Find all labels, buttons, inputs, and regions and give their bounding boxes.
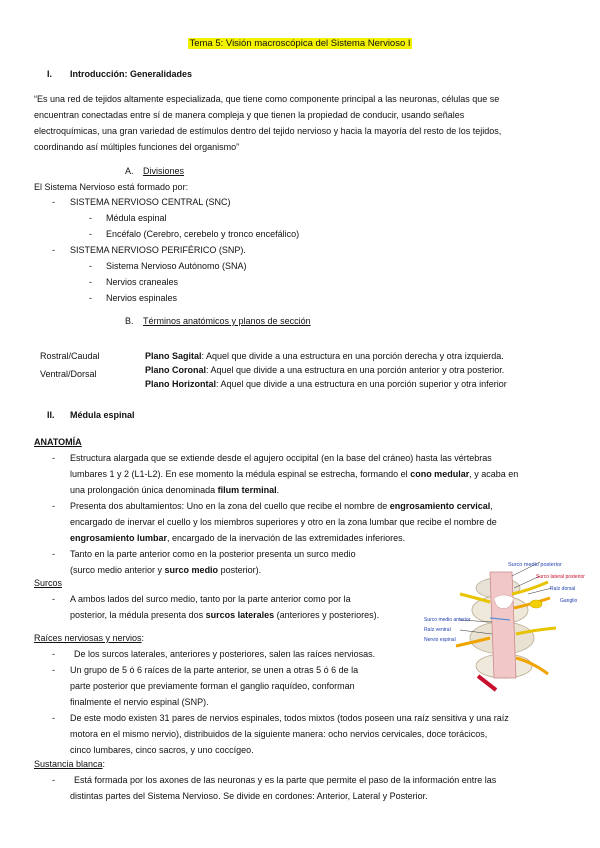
anatomia-heading: ANATOMÍA (34, 437, 82, 447)
figure-label: Surco lateral posterior (536, 574, 585, 580)
section-1-heading: Introducción: Generalidades (70, 69, 193, 79)
raices-b3-line1: De este modo existen 31 pares de nervios espinales, todos mixtos (todos poseen una raíz sensitiva y una raíz (70, 713, 509, 723)
anatomia-b2-line1: Presenta dos abultamientos: Uno en la zona del cuello que recibe el nombre de engrosamiento cervical, (70, 501, 493, 511)
dash-bullet: - (52, 245, 55, 255)
dash-bullet: - (52, 594, 55, 604)
snp-label: SISTEMA NERVIOSO PERIFÉRICO (SNP). (70, 245, 246, 255)
divisions-intro: El Sistema Nervioso está formado por: (34, 182, 189, 192)
anatomia-b3-line2: (surco medio anterior y surco medio posterior). (70, 565, 262, 575)
sustancia-line1: Está formada por los axones de las neuronas y es la parte que permite el paso de la información entre las (74, 775, 497, 785)
anatomia-b3-line1: Tanto en la parte anterior como en la posterior presenta un surco medio (70, 549, 356, 559)
plane-horizontal: Plano Horizontal: Aquel que divide a una estructura en una porción superior y otra inferior (145, 379, 507, 389)
sustancia-heading: Sustancia blanca: (34, 759, 106, 769)
dash-bullet: - (52, 453, 55, 463)
dash-bullet: - (89, 229, 92, 239)
dash-bullet: - (52, 713, 55, 723)
plane-sagital: Plano Sagital: Aquel que divide a una estructura en una porción derecha y otra izquierda. (145, 351, 504, 361)
dash-bullet: - (89, 277, 92, 287)
subsection-b-letter: B. (125, 316, 134, 326)
figure-label: Surco medio posterior (508, 562, 562, 568)
dash-bullet: - (52, 197, 55, 207)
anatomia-b1-line1: Estructura alargada que se extiende desde el agujero occipital (en la base del cráneo) hasta las vértebras (70, 453, 492, 463)
figure-label: Surco medio anterior (424, 617, 471, 623)
raices-heading: Raíces nerviosas y nervios: (34, 633, 145, 643)
term-rostral-caudal: Rostral/Caudal (40, 351, 100, 361)
term-ventral-dorsal: Ventral/Dorsal (40, 369, 97, 379)
dash-bullet: - (52, 549, 55, 559)
dash-bullet: - (52, 775, 55, 785)
raices-b3-line3: cinco lumbares, cinco sacros, y uno coccígeo. (70, 745, 254, 755)
anatomia-b2-line2: encargado de inervar el cuello y los miembros superiores y otro en la zona lumbar que recibe el nombre de (70, 517, 497, 527)
dash-bullet: - (52, 665, 55, 675)
raices-b3-line2: motora en el mismo nervio), distribuidos de la siguiente manera: ocho nervios cervicales, doce torácicos, (70, 729, 488, 739)
snp-item: Sistema Nervioso Autónomo (SNA) (106, 261, 247, 271)
section-2-number: II. (47, 410, 55, 420)
definition-line-3: electroquímicas, una gran variedad de estímulos dentro del tejido nervioso y hacia la mayoría del resto de los tejidos, (34, 126, 502, 136)
snc-item: Encéfalo (Cerebro, cerebelo y tronco encefálico) (106, 229, 300, 239)
definition-line-4: coordinando así múltiples funciones del organismo” (34, 142, 240, 152)
raices-b2-line1: Un grupo de 5 ó 6 raíces de la parte anterior, se unen a otras 5 ó 6 de la (70, 665, 359, 675)
definition-line-1: “Es una red de tejidos altamente especializada, que tiene como componente principal a las neuronas, células que se (34, 94, 500, 104)
sustancia-line2: distintas partes del Sistema Nervioso. Se divide en cordones: Anterior, Lateral y Posterior. (70, 791, 428, 801)
page-title: Tema 5: Visión macroscópica del Sistema Nervioso I (189, 38, 411, 49)
section-2-heading: Médula espinal (70, 410, 135, 420)
snp-item: Nervios espinales (106, 293, 178, 303)
figure-label: Raíz dorsal (550, 586, 576, 592)
subsection-a-heading: Divisiones (143, 166, 185, 176)
plane-coronal: Plano Coronal: Aquel que divide a una estructura en una porción anterior y otra posterior. (145, 365, 505, 375)
section-1-number: I. (47, 69, 53, 79)
dash-bullet: - (89, 261, 92, 271)
dash-bullet: - (52, 649, 55, 659)
snc-label: SISTEMA NERVIOSO CENTRAL (SNC) (70, 197, 231, 207)
dash-bullet: - (89, 213, 92, 223)
surcos-heading: Surcos (34, 578, 63, 588)
figure-label: Raíz ventral (424, 627, 451, 633)
snp-item: Nervios craneales (106, 277, 179, 287)
subsection-a-letter: A. (125, 166, 134, 176)
dash-bullet: - (52, 501, 55, 511)
figure-label: Ganglio (560, 598, 578, 604)
anatomia-b1-line2: lumbares 1 y 2 (L1-L2). En ese momento la médula espinal se estrecha, formando el cono medular, y acaba en (70, 469, 519, 479)
raices-b1: De los surcos laterales, anteriores y posteriores, salen las raíces nerviosas. (74, 649, 376, 659)
anatomia-b2-line3: engrosamiento lumbar, encargado de la inervación de las extremidades inferiores. (70, 533, 406, 543)
subsection-b-heading: Términos anatómicos y planos de sección (143, 316, 311, 326)
surcos-line2: posterior, la médula presenta dos surcos laterales (anteriores y posteriores). (70, 610, 380, 620)
raices-b2-line2: parte posterior que previamente forman el ganglio raquídeo, conforman (70, 681, 355, 691)
dash-bullet: - (89, 293, 92, 303)
figure-label: Nervio espinal (424, 637, 456, 643)
spinal-cord-illustration (420, 558, 592, 698)
snc-item: Médula espinal (106, 213, 167, 223)
anatomia-b1-line3: una prolongación única denominada filum terminal. (70, 485, 280, 495)
surcos-line1: A ambos lados del surco medio, tanto por la parte anterior como por la (70, 594, 351, 604)
definition-line-2: encuentran conectadas entre sí de manera compleja y que tienen la propiedad de conducir, usando señales (34, 110, 465, 120)
raices-b2-line3: finalmente el nervio espinal (SNP). (70, 697, 209, 707)
